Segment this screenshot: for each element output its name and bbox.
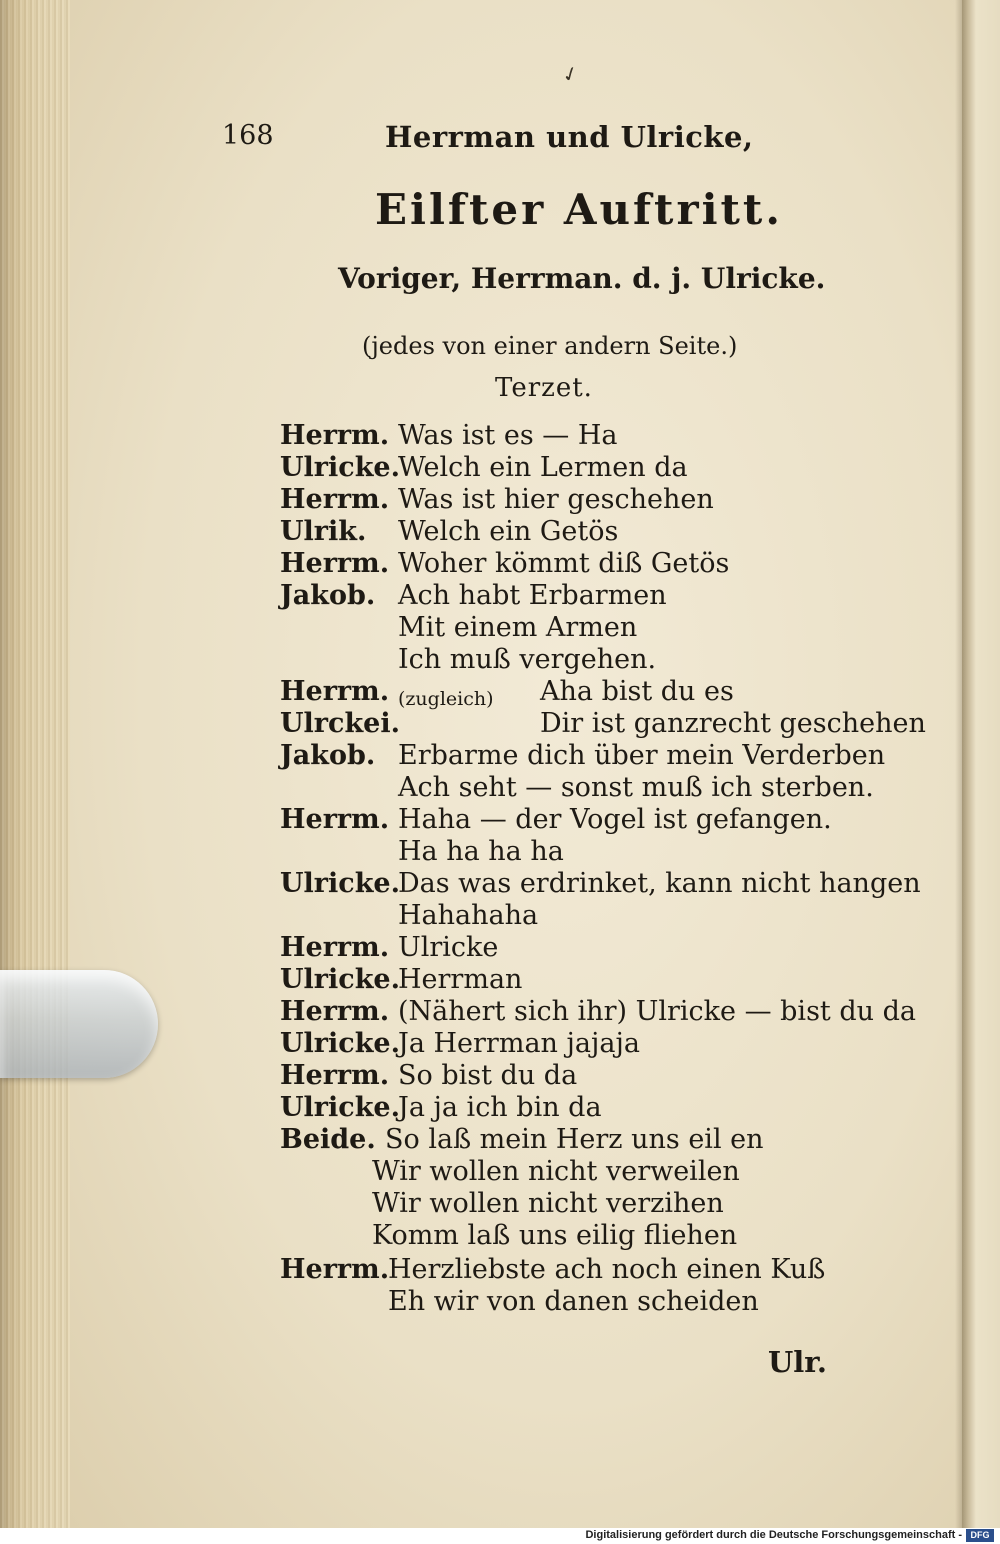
speaker: Ulricke. xyxy=(280,964,401,995)
page-stack-edge xyxy=(0,0,70,1528)
stage-direction: (jedes von einer andern Seite.) xyxy=(362,332,738,360)
line-text: (Nähert sich ihr) Ulricke — bist du da xyxy=(398,996,916,1027)
speaker: Ulricke. xyxy=(280,1092,401,1123)
scene-heading: Eilfter Auftritt. xyxy=(375,185,783,234)
speaker: Jakob. xyxy=(280,740,376,771)
line-text: Ja Herrman jajaja xyxy=(398,1028,640,1059)
line-text: Das was erdrinket, kann nicht hangen xyxy=(398,868,921,899)
line-text: Dir ist ganzrecht geschehen xyxy=(540,708,926,739)
line-text: Ich muß vergehen. xyxy=(398,644,657,675)
speaker: Herrm. xyxy=(280,996,390,1027)
line-text: Welch ein Lermen da xyxy=(398,452,688,483)
facing-page-edge xyxy=(962,0,1000,1528)
line-text: Woher kömmt diß Getös xyxy=(398,548,730,579)
line-text: Ach habt Erbarmen xyxy=(398,580,667,611)
page-number: 168 xyxy=(222,120,274,151)
running-title: Herrman und Ulricke, xyxy=(385,120,754,154)
speaker: Herrm. xyxy=(280,932,390,963)
speaker: Ulricke. xyxy=(280,1028,401,1059)
line-text: Eh wir von danen scheiden xyxy=(388,1286,759,1317)
dfg-logo: DFG xyxy=(966,1529,994,1542)
line-text: Ja ja ich bin da xyxy=(398,1092,602,1123)
speaker: Ulrckei. xyxy=(280,708,401,739)
line-text: Was ist es — Ha xyxy=(398,420,618,451)
speaker: Ulricke. xyxy=(280,868,401,899)
simultaneous-note: (zugleich) xyxy=(398,688,494,710)
character-list: Voriger, Herrman. d. j. Ulricke. xyxy=(338,262,826,295)
line-text: Wir wollen nicht verzihen xyxy=(372,1188,724,1219)
speaker: Herrm. xyxy=(280,548,390,579)
line-text: Herrman xyxy=(398,964,523,995)
section-title: Terzet. xyxy=(495,373,593,403)
line-text: Erbarme dich über mein Verderben xyxy=(398,740,886,771)
ink-mark: ✓ xyxy=(558,59,583,89)
book-clip xyxy=(0,970,158,1078)
line-text: Ach seht — sonst muß ich sterben. xyxy=(398,772,874,803)
speaker: Beide. xyxy=(280,1124,376,1155)
speaker: Herrm. xyxy=(280,420,390,451)
speaker: Herrm. xyxy=(280,1254,390,1285)
line-text: Was ist hier geschehen xyxy=(398,484,714,515)
line-text: Haha — der Vogel ist gefangen. xyxy=(398,804,832,835)
catchword: Ulr. xyxy=(768,1345,828,1379)
line-text: So laß mein Herz uns eil en xyxy=(385,1124,764,1155)
line-text: Komm laß uns eilig fliehen xyxy=(372,1220,738,1251)
line-text: Ha ha ha ha xyxy=(398,836,564,867)
line-text: Aha bist du es xyxy=(540,676,734,707)
line-text: Mit einem Armen xyxy=(398,612,638,643)
speaker: Herrm. xyxy=(280,676,390,707)
line-text: Herzliebste ach noch einen Kuß xyxy=(388,1254,826,1285)
speaker: Herrm. xyxy=(280,1060,390,1091)
line-text: Ulricke xyxy=(398,932,499,963)
speaker: Ulrik. xyxy=(280,516,367,547)
line-text: Hahahaha xyxy=(398,900,539,931)
line-text: Welch ein Getös xyxy=(398,516,619,547)
speaker: Herrm. xyxy=(280,484,390,515)
speaker: Herrm. xyxy=(280,804,390,835)
line-text: Wir wollen nicht verweilen xyxy=(372,1156,740,1187)
line-text: So bist du da xyxy=(398,1060,578,1091)
funding-credit: Digitalisierung gefördert durch die Deutsche Forschungsgemeinschaft - xyxy=(585,1529,962,1541)
speaker: Jakob. xyxy=(280,580,376,611)
speaker: Ulricke. xyxy=(280,452,401,483)
